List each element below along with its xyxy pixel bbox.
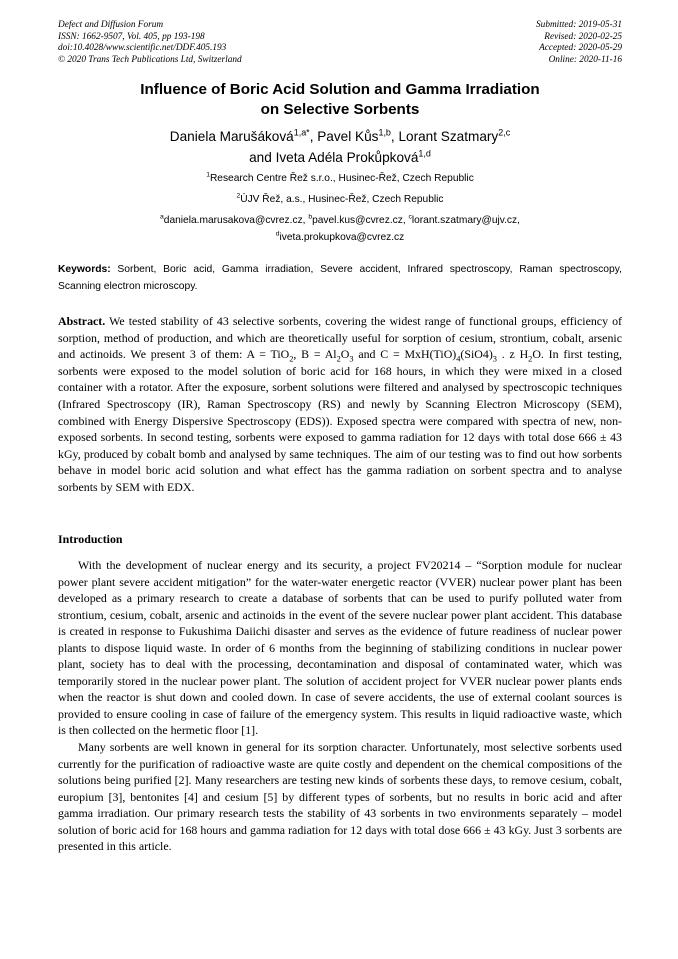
author-sup-4: 1,d xyxy=(418,148,431,159)
email-line-2 xyxy=(58,230,622,247)
abstract-sub-5: 3 xyxy=(492,354,497,364)
author-name-3: , Lorant Szatmary xyxy=(390,129,499,144)
accepted-date: Accepted: 2020-05-29 xyxy=(539,43,622,54)
masthead-right xyxy=(536,20,622,66)
abstract-sub-6: 2 xyxy=(528,354,533,364)
online-date: Online: 2020-11-16 xyxy=(548,54,622,65)
email-address-c: lorant.szatmary@ujv.cz, xyxy=(411,215,520,226)
title-line-2: on Selective Sorbents xyxy=(260,101,420,118)
page-title xyxy=(58,80,622,120)
email-marker-c: c xyxy=(408,213,412,221)
affiliation-marker-1: 1 xyxy=(206,171,210,179)
abstract-label: Abstract. xyxy=(58,314,106,328)
email-address-d: iveta.prokupkova@cvrez.cz xyxy=(279,231,405,243)
abstract-sub-2: 2 xyxy=(336,354,341,364)
title-line-1: Influence of Boric Acid Solution and Gamma Irradiation xyxy=(140,81,540,98)
submitted-date: Submitted: 2019-05-31 xyxy=(536,20,622,30)
author-line-2 xyxy=(58,147,622,168)
author-name-2: , Pavel Kůs xyxy=(309,129,379,144)
abstract-part-5: (SiO4) xyxy=(460,347,493,362)
journal-masthead xyxy=(58,20,622,66)
author-sup-1: 1,a* xyxy=(293,127,310,138)
introduction-paragraph-1: With the development of nuclear energy and its security, a project FV20214 – “Sorption module for nuclear power plant severe accident mitigation” for the water-water energetic reactor (VVER) nuclear power plant has been developed as a primary research to create a database of sorbents that can be used to purify polluted water from strontium, cesium, cobalt, arsenic and actinoids in the event of the severe nuclear power plant accident. This database is created in response to Fukushima Daiichi disaster and serves as the evidence of future readiness of nuclear power plants to dispose liquid waste. In order of 6 months from the beginning of stabilizing conditions in nuclear power plant, society has to deal with the processing, decontamination and disposal of contaminated water, which was temporarily stored in the nuclear power plant. The solution of accident project for VVER nuclear power plants ends when the reactor is shut down and cooled down. In case of severe accidents, the use of external coolant sources is provided to ensure cooling in case of failure of the emergency system. This results in liquid radioactive waste, which is then collected on the hermetic floor [1]. xyxy=(58,558,622,738)
journal-issn-volume: ISSN: 1662-9507, Vol. 405, pp 193-198 xyxy=(58,31,205,42)
abstract-sub-3: 3 xyxy=(349,354,354,364)
abstract-section xyxy=(58,313,622,496)
author-name-1: Daniela Marušáková xyxy=(169,129,294,144)
revised-date: Revised: 2020-02-25 xyxy=(544,31,622,42)
affiliation-1 xyxy=(58,168,622,189)
author-sup-3: 2,c xyxy=(498,127,511,138)
affiliation-2 xyxy=(58,189,622,210)
affiliation-list xyxy=(58,168,622,210)
abstract-sub-1: 2 xyxy=(289,354,294,364)
email-marker-a: a xyxy=(160,213,164,221)
author-line-1 xyxy=(58,126,622,147)
author-name-4: and Iveta Adéla Prokůpková xyxy=(249,150,419,165)
author-list xyxy=(58,126,622,168)
affiliation-text-2: ÚJV Řež, a.s., Husinec-Řež, Czech Republic xyxy=(240,194,444,205)
abstract-part-2: , B = Al xyxy=(293,347,337,362)
email-address-a: daniela.marusakova@cvrez.cz, xyxy=(163,215,309,226)
affiliation-marker-2: 2 xyxy=(236,192,241,200)
author-sup-2: 1,b xyxy=(378,127,391,138)
author-emails xyxy=(58,213,622,246)
email-address-b: pavel.kus@cvrez.cz, xyxy=(312,215,409,226)
keywords-label: Keywords: xyxy=(58,264,111,275)
abstract-part-4: and C = MxH(TiO) xyxy=(353,347,457,362)
keywords-section xyxy=(58,262,622,295)
introduction-body xyxy=(58,557,622,855)
abstract-part-6: . z H xyxy=(496,347,529,362)
introduction-paragraph-2: Many sorbents are well known in general for its sorption character. Unfortunately, most selective sorbents used currently for the purification of radioactive waste are quite costly and dependent on the chemical compositions of the solutions being purified [2]. Many researchers are testing new kinds of sorbents these days, to remove cesium, cobalt, europium [3], bentonites [4] and cesium [5] by different types of sorbents, but no results in boric acid and after gamma irradiation. Our primary research tests the stability of 43 sorbents in two environments separately – model solution of boric acid for 168 hours and gamma radiation for 12 days with total dose 666 ± 43 kGy. Just 3 sorbents are presented in this article. xyxy=(58,740,622,854)
email-line-1 xyxy=(58,213,622,230)
affiliation-text-1: Research Centre Řež s.r.o., Husinec-Řež, Czech Republic xyxy=(209,173,474,184)
abstract-part-3: O xyxy=(340,347,350,362)
email-marker-d: d xyxy=(275,230,280,238)
keywords-text: Sorbent, Boric acid, Gamma irradiation, Severe accident, Infrared spectroscopy, Raman spectroscopy, Scanning electron microscopy. xyxy=(58,264,622,292)
journal-name: Defect and Diffusion Forum xyxy=(58,20,164,30)
abstract-sub-4: 4 xyxy=(456,354,461,364)
journal-copyright: © 2020 Trans Tech Publications Ltd, Switzerland xyxy=(58,54,242,65)
abstract-part-1: We tested stability of 43 selective sorbents, covering the widest range of functional groups, efficiency of sorption, method of production, and which are theoretically useful for sorption of cesium, strontium, cobalt, arsenic and actinoids. We present 3 of them: A = TiO xyxy=(58,314,622,362)
abstract-part-7: O. In first testing, sorbents were exposed to the model solution of boric acid for 168 hours, in which they were mixed in a closed container with a rotator. After the exposure, sorbent solutions were filtered and analysed by spectroscopic techniques (Infrared Spectroscopy (IR), Raman Spectroscopy (RS) and newly by Scanning Electron Microscopy (SEM), combined with Energy Dispersive Spectroscopy (EDS)). Exposed spectra were compared with spectra of new, non-exposed sorbents. In second testing, sorbents were exposed to gamma radiation for 12 days with total dose 666 ± 43 kGy, produced by cobalt bomb and analysed by same techniques. The aim of our testing was to find out how sorbents behave in model boric acid solution and what effect has the gamma radiation on sorbent spectra and to analyse sorbents by SEM with EDX. xyxy=(58,347,622,494)
masthead-left xyxy=(58,20,242,66)
journal-doi: doi:10.4028/www.scientific.net/DDF.405.193 xyxy=(58,43,227,54)
email-marker-b: b xyxy=(308,213,313,221)
section-heading-introduction: Introduction xyxy=(58,532,123,546)
